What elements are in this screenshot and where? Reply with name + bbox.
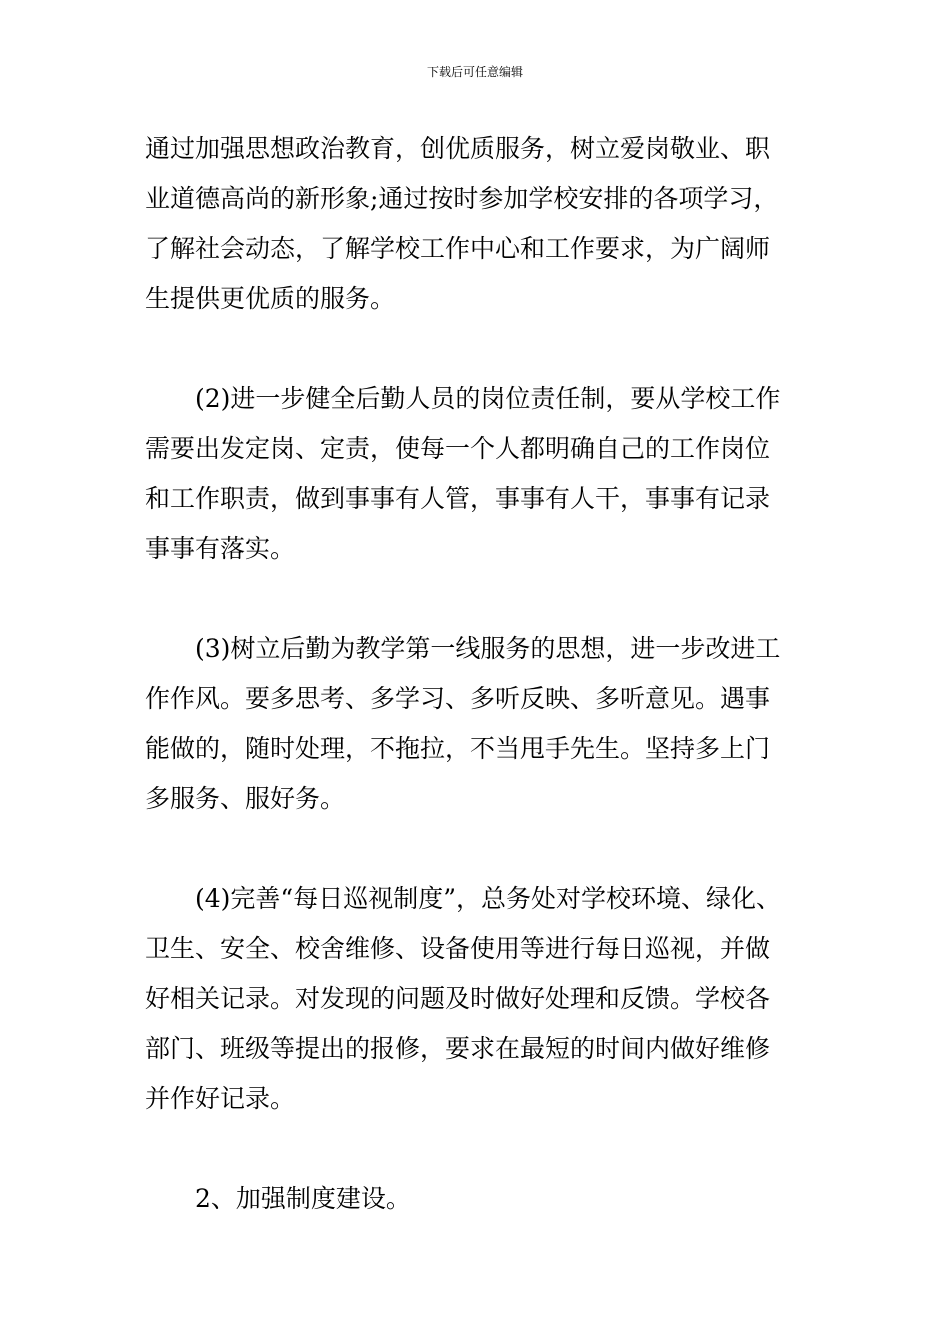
paragraph-spacer [145,1124,815,1174]
text-line: 好相关记录。对发现的问题及时做好处理和反馈。学校各 [145,984,771,1013]
text-line: 并作好记录。 [145,1084,296,1113]
text-line: 部门、班级等提出的报修，要求在最短的时间内做好维修 [145,1034,771,1063]
text-line: 业道德高尚的新形象;通过按时参加学校安排的各项学习， [145,184,779,213]
text-line: 和工作职责，做到事事有人管，事事有人干，事事有记录 [145,484,771,513]
text-line: 事事有落实。 [145,534,296,563]
text-line: 能做的，随时处理，不拖拉，不当甩手先生。坚持多上门 [145,734,771,763]
text-line: (2)进一步健全后勤人员的岗位责任制，要从学校工作 [195,384,781,413]
document-body [145,124,815,1224]
paragraph [145,374,815,574]
text-line: 2、加强制度建设。 [195,1184,411,1213]
paragraph [145,624,815,824]
text-line: 卫生、安全、校舍维修、设备使用等进行每日巡视，并做 [145,934,771,963]
text-line: 作作风。要多思考、多学习、多听反映、多听意见。遇事 [145,684,771,713]
paragraph-spacer [145,574,815,624]
text-line: 多服务、服好务。 [145,784,346,813]
section-heading [145,1174,815,1224]
paragraph-spacer [145,824,815,874]
page-header: 下载后可任意编辑 [426,65,523,79]
text-line: (4)完善“每日巡视制度”，总务处对学校环境、绿化、 [195,884,781,913]
paragraph-spacer [145,324,815,374]
text-line: (3)树立后勤为教学第一线服务的思想，进一步改进工 [195,634,781,663]
paragraph [145,874,815,1124]
text-line: 通过加强思想政治教育，创优质服务，树立爱岗敬业、职 [145,134,771,163]
text-line: 生提供更优质的服务。 [145,284,396,313]
text-line: 了解社会动态，了解学校工作中心和工作要求，为广阔师 [145,234,771,263]
text-line: 需要出发定岗、定责，使每一个人都明确自己的工作岗位 [145,434,771,463]
paragraph [145,124,815,324]
